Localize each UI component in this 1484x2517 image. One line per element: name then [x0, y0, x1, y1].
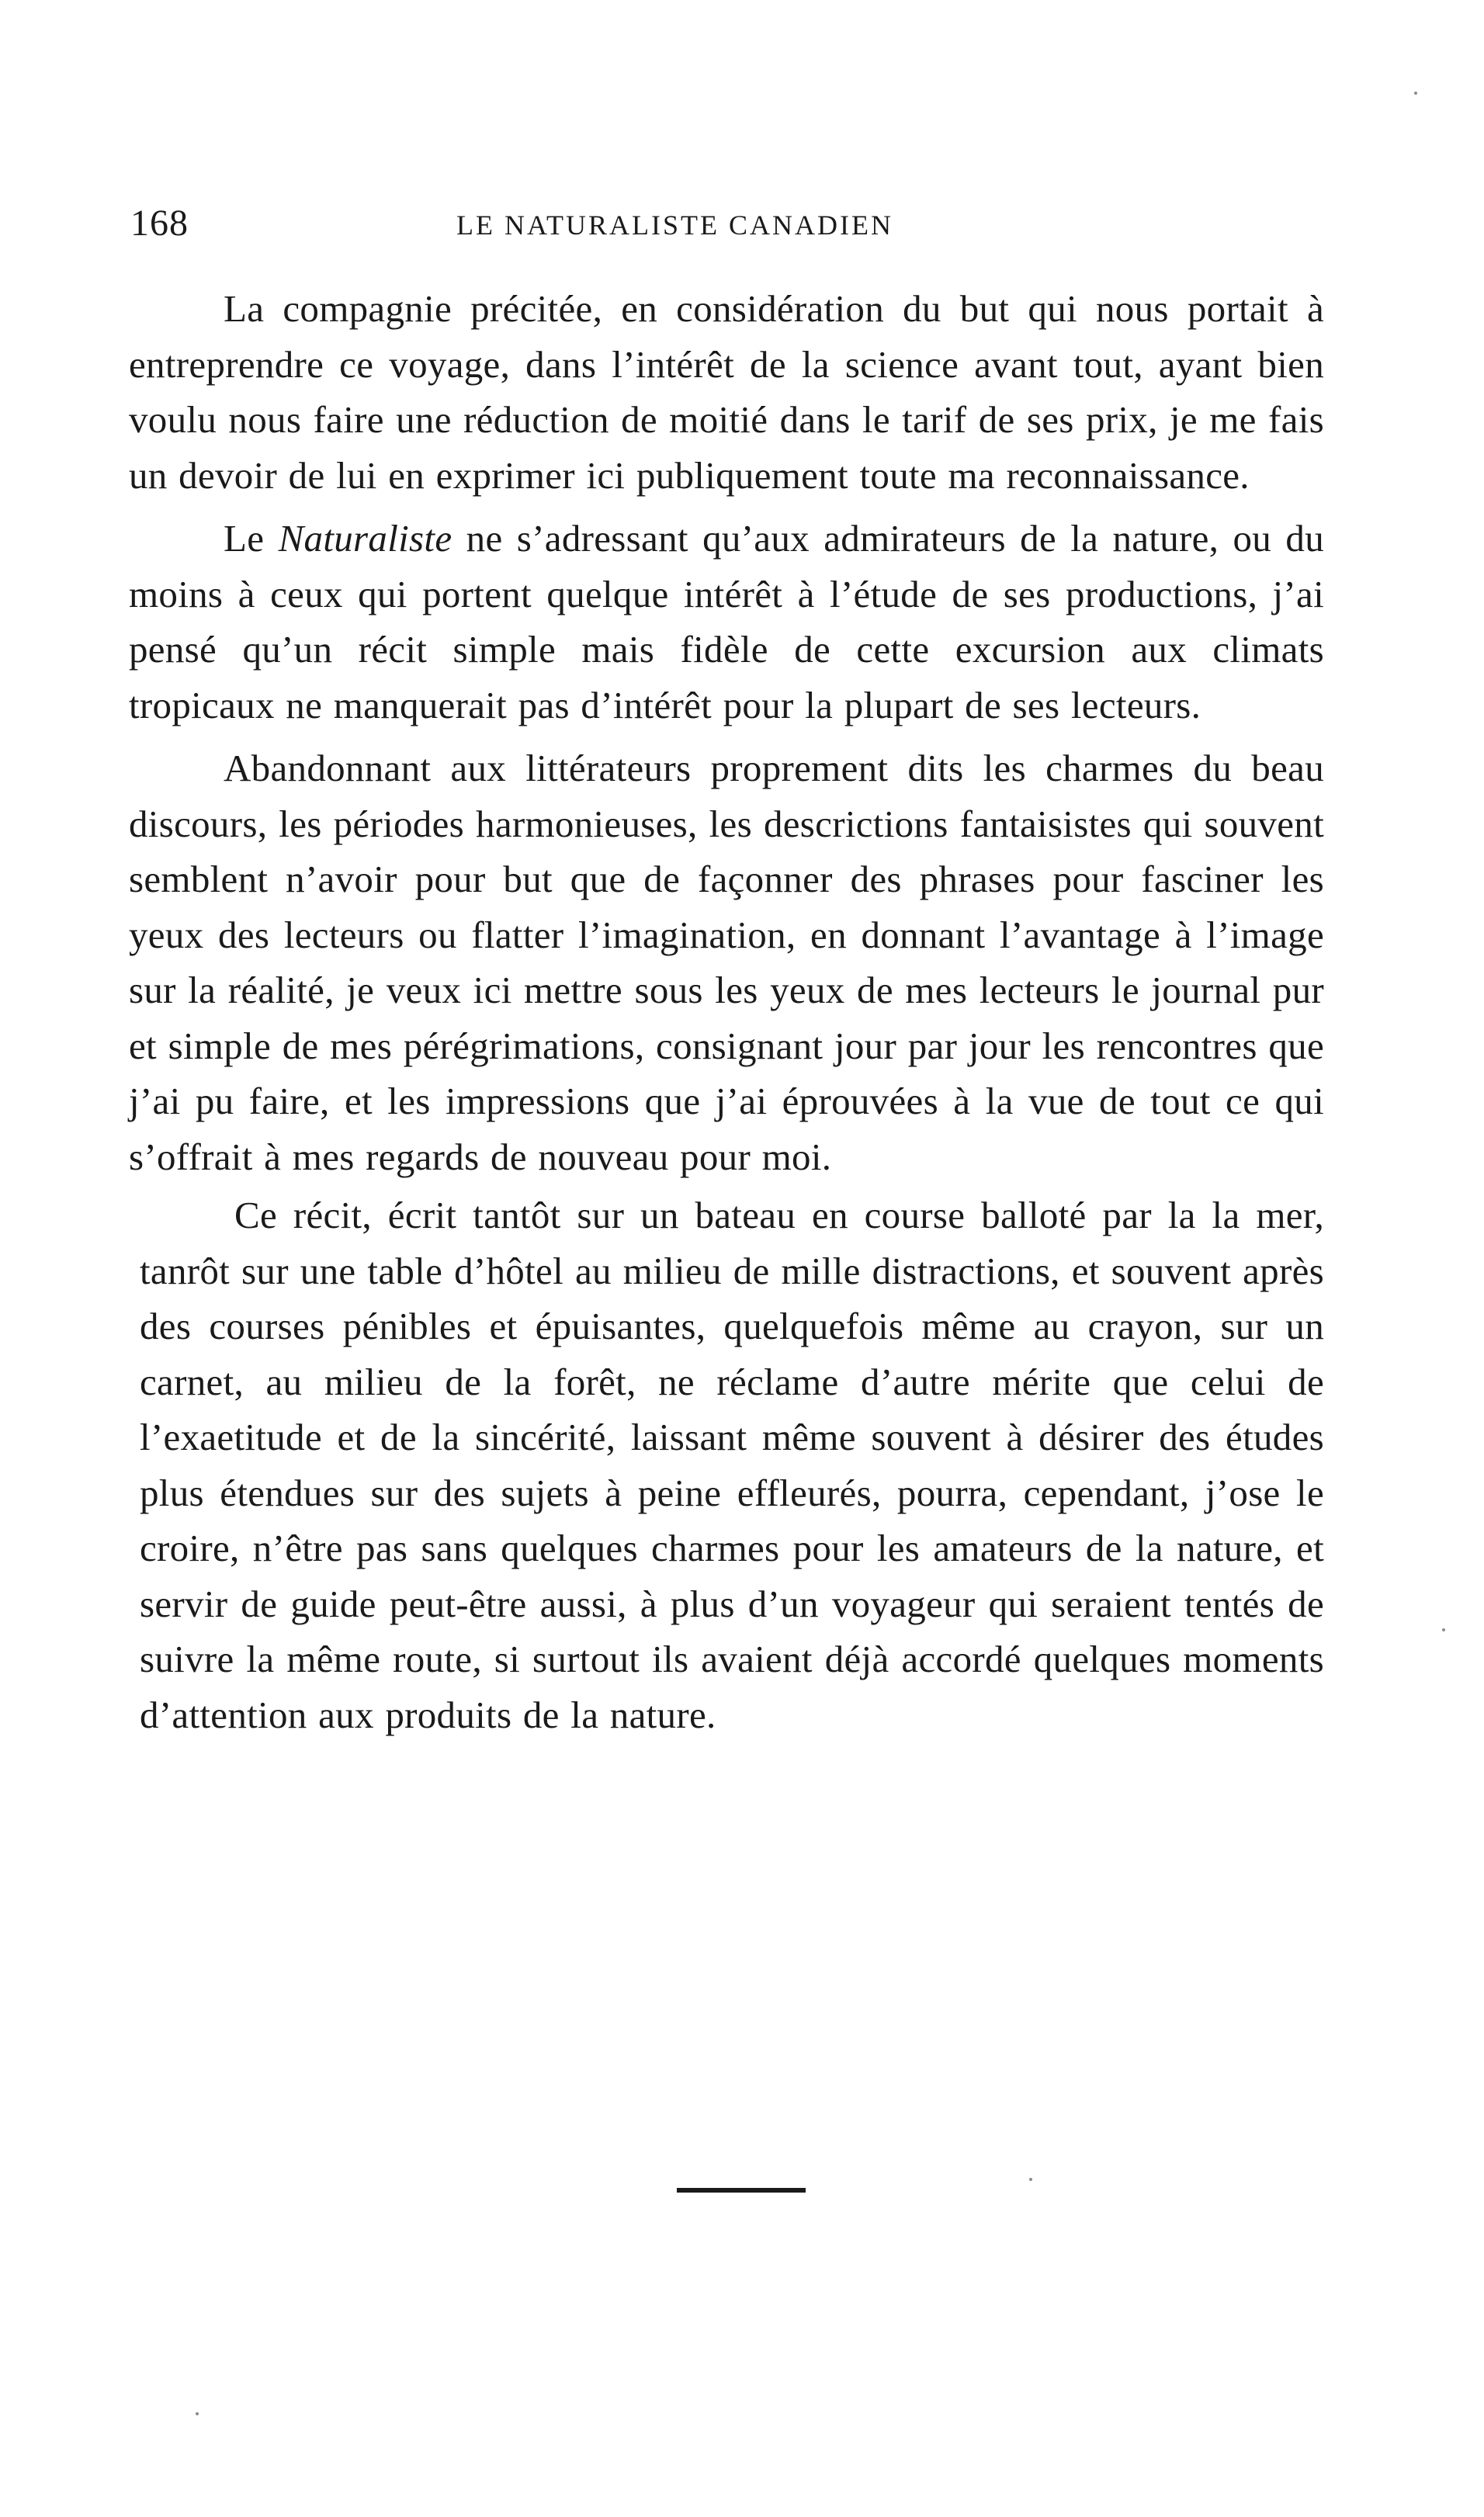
- paper-speck: [196, 2412, 199, 2415]
- running-head: [130, 200, 1326, 247]
- paper-speck: [1442, 1628, 1445, 1631]
- paper-speck: [1414, 92, 1417, 95]
- paper-speck: [1029, 2178, 1032, 2181]
- paragraph-audience: [129, 511, 1324, 733]
- journal-name-italic: Naturaliste: [278, 517, 452, 560]
- section-divider-rule: [677, 2188, 806, 2193]
- page-number: 168: [130, 203, 189, 244]
- paragraph-audience-rest: ne s’adressant qu’aux admirateurs de la nature, ou du moins à ceux qui portent quelque intérêt à l’étude de ses productions, j’ai pensé qu’un récit simple mais fidèle de cette excursion aux climats tropicaux ne manquerait pas d’intérêt pour la plupart de ses lecteurs.: [129, 517, 1324, 726]
- paragraph-audience-start: Le: [224, 517, 279, 560]
- paragraph-style-intent: Abandonnant aux littérateurs proprement dits les charmes du beau discours, les périodes harmonieuses, les descrictions fantaisistes qui souvent semblent n’avoir pour but que de façonner des phrases pour fasciner les yeux des lecteurs ou flatter l’imagination, en donnant l’avantage à l’image sur la réalité, je veux ici mettre sous les yeux de mes lecteurs le journal pur et simple de mes pérégrimations, consignant jour par jour les rencontres que j’ai pu faire, et les impressions que j’ai éprouvées à la vue de tout ce qui s’offrait à mes regards de nouveau pour moi.: [129, 747, 1324, 1178]
- body-text: [129, 281, 1324, 1742]
- paragraph-acknowledgement: La compagnie précitée, en considération du but qui nous portait à entreprendre ce voyage, dans l’intérêt de la science avant tout, ayant bien voulu nous faire une réduction de moitié dans le tarif de ses prix, je me fais un devoir de lui en exprimer ici publiquement toute ma reconnaissance.: [129, 287, 1324, 497]
- paragraph-narrative-origin: Ce récit, écrit tantôt sur un bateau en course balloté par la la mer, tanrôt sur une table d’hôtel au milieu de mille distractions, et souvent après des courses pénibles et épuisantes, quelquefois même au crayon, sur un carnet, au milieu de la forêt, ne réclame d’autre mérite que celui de l’exaetitude et de la sincérité, laissant même souvent à désirer des études plus étendues sur des sujets à peine effleurés, pourra, cependant, j’ose le croire, n’être pas sans quelques charmes pour les amateurs de la nature, et servir de guide peut-être aussi, à plus d’un voyageur qui seraient tentés de suivre la même route, si surtout ils avaient déjà accordé quelques moments d’attention aux produits de la nature.: [140, 1194, 1324, 1736]
- journal-title: LE NATURALISTE CANADIEN: [456, 210, 893, 241]
